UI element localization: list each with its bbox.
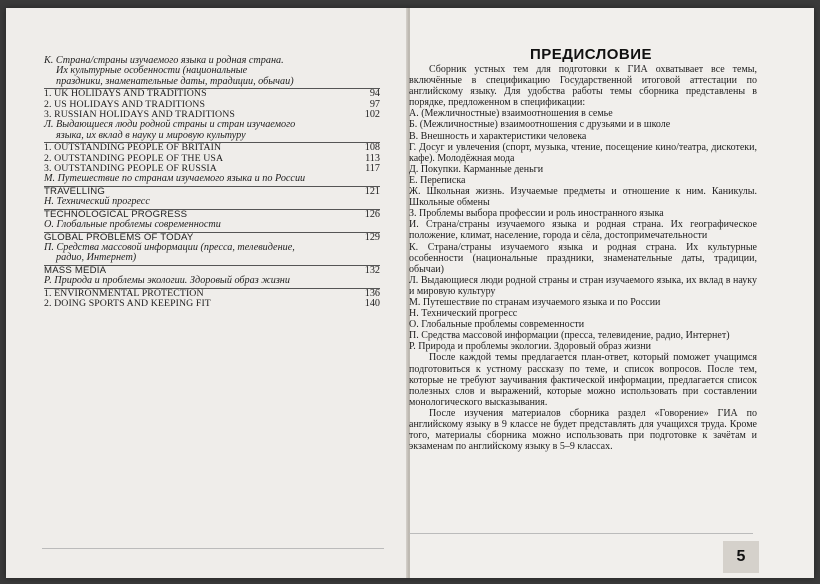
toc-entry-text: П. Средства массовой информации (пресса, телевидение, (44, 241, 295, 253)
toc-entry-text: Их культурные особенности (национальные (56, 65, 248, 77)
toc-entry-text: 3. RUSSIAN HOLIDAYS AND TRADITIONS (44, 109, 235, 121)
toc-entry-text: 2. US HOLIDAYS AND TRADITIONS (44, 98, 206, 110)
toc-entry (44, 276, 380, 286)
toc-entry-text: 2. OUTSTANDING PEOPLE OF THE USA (44, 152, 224, 164)
toc-entry-text: Л. Выдающиеся люди родной страны и стран изучаемого (44, 119, 296, 131)
specification-item: М. Путешествие по странам изучаемого языка и по России (409, 296, 661, 308)
right-page-rule (409, 533, 753, 534)
specification-item: Г. Досуг и увлечения (спорт, музыка, чтение, посещение кино/театра, дискотеки, кафе). Молодёжная мода (409, 141, 757, 164)
specification-item: О. Глобальные проблемы современности (409, 319, 585, 331)
toc-entry-text: праздники, знаменательные даты, традиции, обычаи) (56, 75, 294, 87)
left-page-rule (42, 548, 384, 549)
toc-entry-page: 121 (364, 185, 380, 197)
toc-entry-text: 1. ENVIRONMENTAL PROTECTION (44, 287, 204, 299)
toc-entry-page: 126 (364, 208, 380, 220)
specification-item: Н. Технический прогресс (409, 308, 518, 320)
specification-item: Р. Природа и проблемы экологии. Здоровый образ жизни (409, 341, 651, 353)
specification-item: Б. (Межличностные) взаимоотношения с друзьями и в школе (409, 119, 671, 131)
preface-intro: Сборник устных тем для подготовки к ГИА охватывает все темы, включённые в спецификацию Государственной итоговой аттестации по английскому языку. Для удобства работы темы сборника представлены в порядке, предложенном в спецификации: (409, 64, 757, 109)
toc-entry-page: 108 (364, 142, 380, 154)
preface-body (409, 64, 757, 452)
specification-item: В. Внешность и характеристики человека (409, 130, 587, 142)
toc-entry-text: 3. OUTSTANDING PEOPLE OF RUSSIA (44, 163, 217, 175)
toc-entry-page: 113 (365, 152, 380, 164)
toc-entry-page: 97 (369, 98, 380, 110)
toc-entry-text: Н. Технический прогресс (44, 196, 150, 208)
specification-item: Л. Выдающиеся люди родной страны и стран изучаемого языка, их вклад в науку и мировую культуру (409, 274, 757, 297)
toc-entry-text: О. Глобальные проблемы современности (44, 219, 221, 231)
toc-entry-text: MASS MEDIA (44, 264, 107, 276)
specification-item: Е. Переписка (409, 174, 466, 186)
specification-item: Ж. Школьная жизнь. Изучаемые предметы и отношение к ним. Каникулы. Школьные обмены (409, 186, 757, 209)
toc-entry-page: 132 (364, 264, 380, 276)
toc-entry-page: 140 (364, 297, 380, 309)
preface-paragraph-2: После каждой темы предлагается план-ответ, который поможет учащимся подготовиться к устному рассказу по теме, и список вопросов. После тем, которые не требуют заучивания фактической информации, предлагается список полезных слов и выражений, которые можно использовать при составлении монологического высказывания. (409, 352, 757, 408)
specification-item: К. Страна/страны изучаемого языка и родная страна. Их культурные особенности (национальные праздники, знаменательные даты, традиции, обычаи) (409, 241, 757, 275)
toc-entry (44, 174, 380, 184)
toc-entry (44, 220, 380, 230)
toc-entry-text: К. Страна/страны изучаемого языка и родная страна. (44, 55, 284, 66)
specification-item: А. (Межличностные) взаимоотношения в семье (409, 108, 613, 120)
toc-entry-text: языка, их вклад в науку и мировую культуру (56, 129, 246, 141)
preface-paragraph-3: После изучения материалов сборника раздел «Говорение» ГИА по английскому языку в 9 классе не будет представлять для учащихся труда. Кроме того, материалы сборника можно использовать при подготовке к зачётам и экзаменам по английскому языку в 5–9 классах. (409, 407, 757, 453)
toc-entry (44, 299, 380, 309)
toc-entry-page: 136 (364, 287, 380, 299)
toc-entry-text: TECHNOLOGICAL PROGRESS (44, 208, 188, 220)
toc-entry-text: 1. UK HOLIDAYS AND TRADITIONS (44, 88, 207, 100)
toc-entry-text: радио, Интернет) (56, 252, 137, 264)
toc-entry (44, 197, 380, 207)
specification-item: Д. Покупки. Карманные деньги (409, 163, 544, 175)
left-page (6, 8, 408, 578)
toc-entry (44, 131, 380, 141)
toc-entry-page: 94 (369, 88, 380, 100)
toc-entry (44, 77, 380, 87)
preface-title: ПРЕДИСЛОВИЕ (530, 46, 653, 63)
toc-entry-text: TRAVELLING (44, 185, 106, 197)
toc-entry-text: Р. Природа и проблемы экологии. Здоровый образ жизни (44, 275, 290, 287)
toc-entry-text: GLOBAL PROBLEMS OF TODAY (44, 231, 194, 243)
specification-list (409, 108, 757, 352)
specification-item: З. Проблемы выбора профессии и роль иностранного языка (409, 208, 664, 220)
toc-entry (44, 253, 380, 263)
toc-entry-page: 129 (364, 231, 380, 243)
toc-entry-page: 117 (365, 163, 380, 175)
toc-entry-text: М. Путешествие по странам изучаемого языка и по России (44, 173, 306, 185)
specification-item: И. Страна/страны изучаемого языка и родная страна. Их географическое положение, климат, население, города и сёла, достопримечательности (409, 219, 757, 242)
toc-entry-page: 102 (364, 109, 380, 121)
specification-item: П. Средства массовой информации (пресса, телевидение, радио, Интернет) (409, 330, 730, 342)
table-of-contents (44, 56, 380, 309)
toc-entry-text: 1. OUTSTANDING PEOPLE OF BRITAIN (44, 142, 222, 154)
page-number: 5 (723, 541, 759, 573)
toc-entry-text: 2. DOING SPORTS AND KEEPING FIT (44, 297, 211, 309)
